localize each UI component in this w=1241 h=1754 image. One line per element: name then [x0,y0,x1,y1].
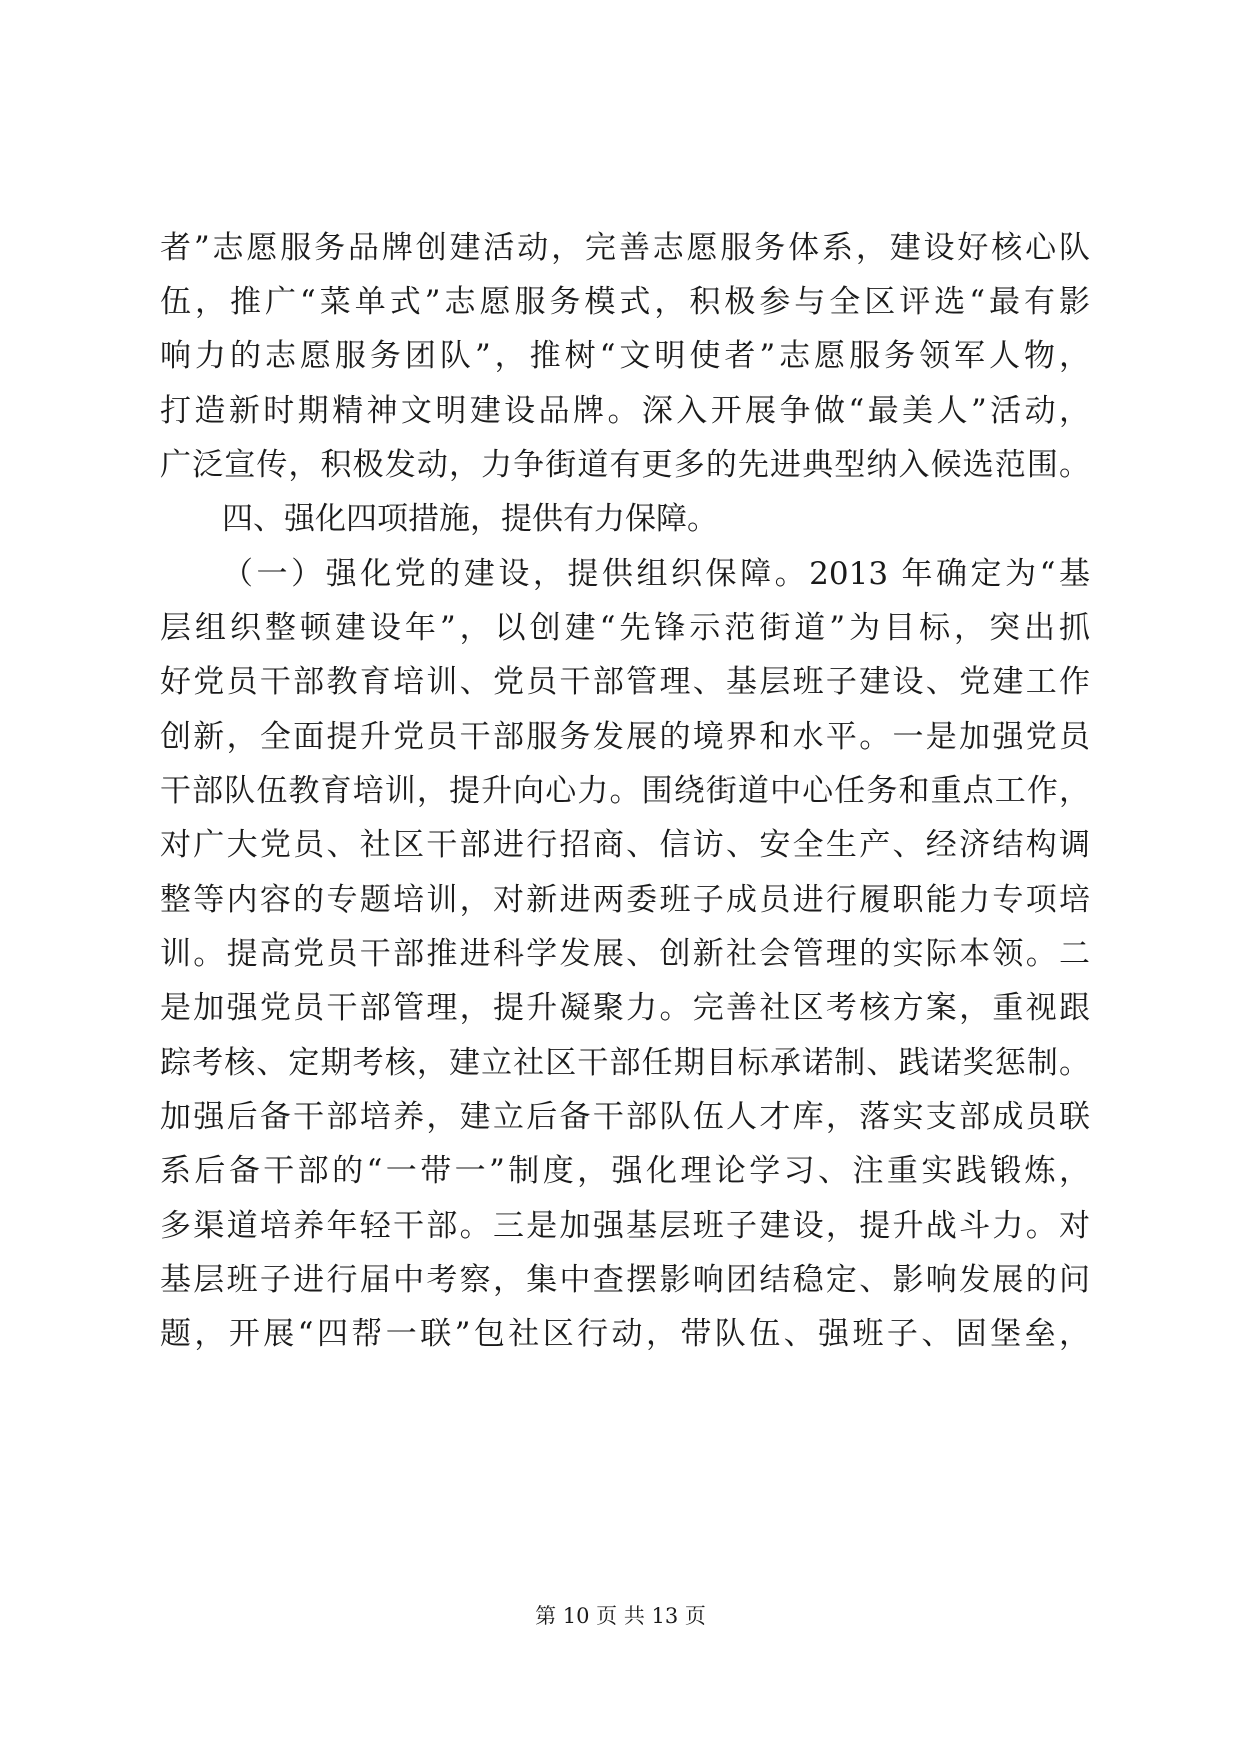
text-line: 干部队伍教育培训，提升向心力。围绕街道中心任务和重点工作， [160,773,1090,809]
text-line: 伍，推广“菜单式”志愿服务模式，积极参与全区评选“最有影 [160,284,1090,320]
text-line: 打造新时期精神文明建设品牌。深入开展争做“最美人”活动， [160,393,1090,429]
text-line: 多渠道培养年轻干部。三是加强基层班子建设，提升战斗力。对 [160,1208,1090,1244]
text-line: 好党员干部教育培训、党员干部管理、基层班子建设、党建工作 [160,664,1090,700]
text-line: 整等内容的专题培训，对新进两委班子成员进行履职能力专项培 [160,882,1090,918]
text-line: 者”志愿服务品牌创建活动，完善志愿服务体系，建设好核心队 [160,230,1090,266]
text-line: 基层班子进行届中考察，集中查摆影响团结稳定、影响发展的问 [160,1262,1090,1298]
text-line: （一）强化党的建设，提供组织保障。2013 年确定为“基 [222,556,1090,592]
text-line: 踪考核、定期考核，建立社区干部任期目标承诺制、践诺奖惩制。 [160,1045,1090,1081]
text-line: 广泛宣传，积极发动，力争街道有更多的先进典型纳入候选范围。 [160,447,1090,483]
text-line: 加强后备干部培养，建立后备干部队伍人才库，落实支部成员联 [160,1099,1090,1135]
page-number-footer: 第 10 页 共 13 页 [535,1604,706,1628]
text-line: 系后备干部的“一带一”制度，强化理论学习、注重实践锻炼， [160,1153,1090,1189]
text-line: 题，开展“四帮一联”包社区行动，带队伍、强班子、固堡垒， [160,1316,1090,1352]
section-heading: 四、强化四项措施，提供有力保障。 [222,501,718,537]
text-line: 对广大党员、社区干部进行招商、信访、安全生产、经济结构调 [160,827,1090,863]
text-line: 响力的志愿服务团队”，推树“文明使者”志愿服务领军人物， [160,338,1090,374]
text-line: 是加强党员干部管理，提升凝聚力。完善社区考核方案，重视跟 [160,990,1090,1026]
text-line: 训。提高党员干部推进科学发展、创新社会管理的实际本领。二 [160,936,1090,972]
text-line: 创新，全面提升党员干部服务发展的境界和水平。一是加强党员 [160,719,1090,755]
text-line: 层组织整顿建设年”，以创建“先锋示范街道”为目标，突出抓 [160,610,1090,646]
